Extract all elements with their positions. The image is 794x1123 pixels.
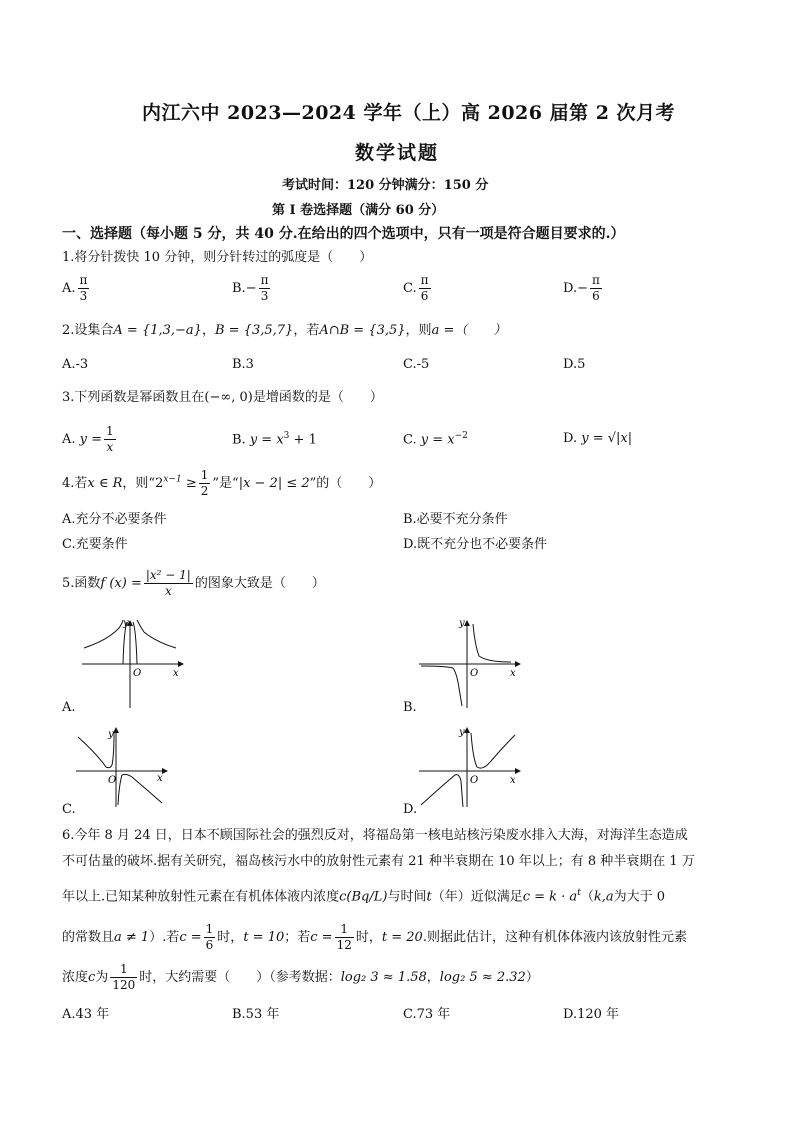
option-label: C. xyxy=(403,432,417,448)
graph-b-label: B. xyxy=(403,700,417,715)
volume-info: 第 I 卷选择题（满分 60 分） xyxy=(272,203,445,218)
fraction xyxy=(199,468,211,499)
expr-tail: + 1 xyxy=(293,432,317,448)
q3-option-c xyxy=(403,431,468,447)
q4-option-c: C.充要条件 xyxy=(62,537,128,552)
y-label: y xyxy=(108,729,114,740)
denominator: 3 xyxy=(79,289,88,303)
math: c(Bq/L) xyxy=(339,889,388,905)
q4-base: 2 xyxy=(155,476,164,491)
set-a: A = {1,3,−a} xyxy=(113,323,202,338)
intersection: A∩B = {3,5} xyxy=(319,323,406,338)
math: a ≠ 1 xyxy=(114,930,150,945)
math: c = xyxy=(310,930,333,945)
expr: y = x xyxy=(420,432,455,448)
q2-prefix: 2.设集合 xyxy=(62,323,114,338)
origin-label: O xyxy=(470,668,479,679)
q6-line-1: 6.今年 8 月 24 日，日本不顾国际社会的强烈反对，将福岛第一核电站核污染废水排入大海，对海洋生态造成 xyxy=(62,828,688,843)
text: 时， xyxy=(217,930,244,945)
q6-line-2: 不可估量的破坏.据有关研究，福岛核污水中的放射性元素有 21 种半衰期在 10 年以上；有 8 种半衰期在 1 万 xyxy=(62,854,695,869)
graph-d xyxy=(415,725,525,809)
curve-left xyxy=(421,775,463,807)
x-arrow xyxy=(515,768,521,774)
q1-option-d xyxy=(563,273,604,304)
x-label: x xyxy=(173,668,179,679)
text: 为大于 0 xyxy=(613,889,665,905)
q4-mid: ，则“ xyxy=(122,476,156,491)
fraction xyxy=(590,273,602,304)
denominator: 6 xyxy=(205,938,214,952)
fraction xyxy=(110,962,137,993)
curve-left xyxy=(421,666,462,706)
option-sign: − xyxy=(245,281,257,296)
text: ；若 xyxy=(284,930,311,945)
text: 与时间 xyxy=(387,889,427,905)
option-label: D. xyxy=(563,431,578,446)
exam-title: 内江六中 2023—2024 学年（上）高 2026 届第 2 次月考 xyxy=(142,102,676,124)
expr: y = x xyxy=(249,432,284,448)
math: k,a xyxy=(593,889,614,905)
q3-option-b xyxy=(232,431,317,447)
text: 浓度 xyxy=(62,970,89,985)
expr: y = √|x| xyxy=(581,431,633,446)
option-label: B. xyxy=(232,432,246,448)
q2-option-c: C.-5 xyxy=(403,357,430,372)
text: 为 xyxy=(95,970,109,985)
text: ） xyxy=(525,970,539,985)
origin-label: O xyxy=(133,668,142,679)
curve-right xyxy=(473,624,511,662)
question-2-stem xyxy=(62,321,506,341)
fraction xyxy=(335,922,354,953)
q4-tail: ”的（ ） xyxy=(309,476,382,491)
ge-sign: ≥ xyxy=(185,476,197,491)
text: （ xyxy=(580,889,594,905)
curve-right xyxy=(471,733,515,768)
math: t = 20 xyxy=(381,930,423,945)
text: 时，大约需要（ ）（参考数据： xyxy=(139,970,341,985)
q4-prefix: 4.若 xyxy=(62,476,88,491)
text: ）.若 xyxy=(149,930,180,945)
q1-option-c xyxy=(403,273,433,304)
math: log₂ 5 ≈ 2.32 xyxy=(439,970,526,985)
x-arrow xyxy=(178,661,184,667)
q2-tail: ，则 xyxy=(405,323,432,338)
q6-line-5 xyxy=(62,962,539,993)
text: 的常数且 xyxy=(62,930,115,945)
graph-c xyxy=(72,725,172,809)
question-1-stem: 1.将分针拨快 10 分钟，则分针转过的弧度是（ ） xyxy=(62,250,373,265)
x-arrow xyxy=(515,661,521,667)
text: 年以上.已知某种放射性元素在有机体体液内浓度 xyxy=(62,889,340,905)
fraction xyxy=(259,273,271,304)
y-arrow xyxy=(464,727,470,733)
denominator: x xyxy=(164,584,172,598)
graph-a xyxy=(78,618,188,710)
option-sign: − xyxy=(577,281,588,296)
math: log₂ 3 ≈ 1.58 xyxy=(340,970,427,985)
exponent: x−1 xyxy=(163,474,182,485)
q1-option-a xyxy=(62,273,91,304)
y-label: y xyxy=(459,727,465,738)
origin-label: O xyxy=(108,775,117,786)
q5-prefix: 5.函数 xyxy=(62,576,101,591)
origin-label: O xyxy=(470,775,479,786)
question-3-stem xyxy=(62,388,383,408)
text: 时， xyxy=(355,930,382,945)
denominator: 120 xyxy=(112,978,136,992)
y-arrow xyxy=(464,620,470,626)
denominator: x xyxy=(106,440,114,454)
numerator: |x² − 1| xyxy=(145,568,191,582)
denominator: 6 xyxy=(420,289,429,303)
q4-option-d: D.既不充分也不必要条件 xyxy=(403,537,548,552)
question-5-stem xyxy=(62,568,325,599)
numerator: 1 xyxy=(335,922,354,938)
exam-subtitle: 数学试题 xyxy=(355,142,440,164)
q6-option-b: B.53 年 xyxy=(232,1007,280,1022)
function-name: f (x) = xyxy=(100,576,142,591)
q2-mid: ，若 xyxy=(293,323,320,338)
denominator: 3 xyxy=(260,289,269,303)
x-label: x xyxy=(510,775,516,786)
numerator: π xyxy=(260,273,269,287)
section-heading: 一、选择题（每小题 5 分，共 40 分.在给出的四个选项中，只有一项是符合题目要求的.） xyxy=(62,226,625,242)
q4-option-b: B.必要不充分条件 xyxy=(403,512,508,527)
q6-option-c: C.73 年 xyxy=(403,1007,451,1022)
curve-right xyxy=(118,774,162,805)
y-arrow xyxy=(113,727,119,733)
fraction xyxy=(144,568,193,599)
expr: y = xyxy=(79,432,103,447)
y-label: y xyxy=(459,618,465,629)
q2-sep: ， xyxy=(201,323,215,338)
exam-info: 考试时间：120 分钟满分：150 分 xyxy=(282,178,489,193)
math: t xyxy=(426,889,432,905)
math: c = xyxy=(179,930,202,945)
q2-option-a: A.-3 xyxy=(62,357,89,372)
text: ， xyxy=(426,970,440,985)
q5-tail: 的图象大致是（ ） xyxy=(194,576,325,591)
q2-option-b: B.3 xyxy=(232,357,254,372)
q3-option-d xyxy=(563,431,632,446)
numerator: π xyxy=(592,273,600,287)
q1-option-b xyxy=(232,273,272,304)
option-label: A. xyxy=(62,432,76,447)
numerator: π xyxy=(420,273,429,287)
option-label: A. xyxy=(62,281,76,296)
math: t = 10 xyxy=(243,930,285,945)
q2-option-d: D.5 xyxy=(563,357,586,372)
q4-cond: x ∈ R xyxy=(87,476,123,491)
q4-mid2: ”是“ xyxy=(212,476,239,491)
numerator: 1 xyxy=(106,424,114,438)
exponent: −2 xyxy=(454,431,468,441)
q4-option-a: A.充分不必要条件 xyxy=(62,512,167,527)
numerator: 1 xyxy=(110,962,137,978)
denominator: 2 xyxy=(200,484,209,498)
y-label: y xyxy=(123,618,129,629)
x-label: x xyxy=(157,773,163,784)
numerator: 1 xyxy=(205,922,214,936)
numerator: 1 xyxy=(200,468,209,482)
q4-expr2: |x − 2| ≤ 2 xyxy=(238,476,310,491)
denominator: 12 xyxy=(336,938,352,952)
exponent: 3 xyxy=(283,431,290,441)
curve-right xyxy=(137,620,176,648)
q6-option-a: A.43 年 xyxy=(62,1007,110,1022)
q6-line-3 xyxy=(62,883,665,907)
q3-option-a xyxy=(62,424,118,455)
formula: c = k · a xyxy=(522,889,578,905)
x-arrow xyxy=(162,768,168,774)
option-label: B. xyxy=(232,281,246,296)
q3-stem-a: 3.下列函数是幂函数且在 xyxy=(62,390,205,405)
x-label: x xyxy=(510,668,516,679)
denominator: 6 xyxy=(592,289,600,303)
fraction xyxy=(419,273,431,304)
option-label: C. xyxy=(403,281,417,296)
q6-line-4 xyxy=(62,922,687,953)
text: （年）近似满足 xyxy=(431,889,523,905)
q3-stem-b: 是增函数的是（ ） xyxy=(252,390,383,405)
fraction xyxy=(104,424,116,455)
numerator: π xyxy=(79,273,88,287)
graph-d-label: D. xyxy=(403,802,418,817)
option-label: D. xyxy=(563,281,578,296)
q6-option-d: D.120 年 xyxy=(563,1007,620,1022)
curve-right-inner xyxy=(133,622,137,664)
fraction xyxy=(204,922,216,953)
fraction xyxy=(78,273,90,304)
text: .则据此估计，这种有机体体液内该放射性元素 xyxy=(422,930,687,945)
q2-ask: a =（ ） xyxy=(431,323,507,338)
graph-b xyxy=(415,618,525,710)
graph-c-label: C. xyxy=(62,802,76,817)
graph-a-label: A. xyxy=(62,700,76,715)
math: c xyxy=(88,970,96,985)
exponent: t xyxy=(577,888,581,898)
question-4-stem xyxy=(62,468,381,499)
curve-left xyxy=(84,620,123,648)
set-b: B = {3,5,7} xyxy=(214,323,294,338)
interval: (−∞, 0) xyxy=(204,390,253,405)
